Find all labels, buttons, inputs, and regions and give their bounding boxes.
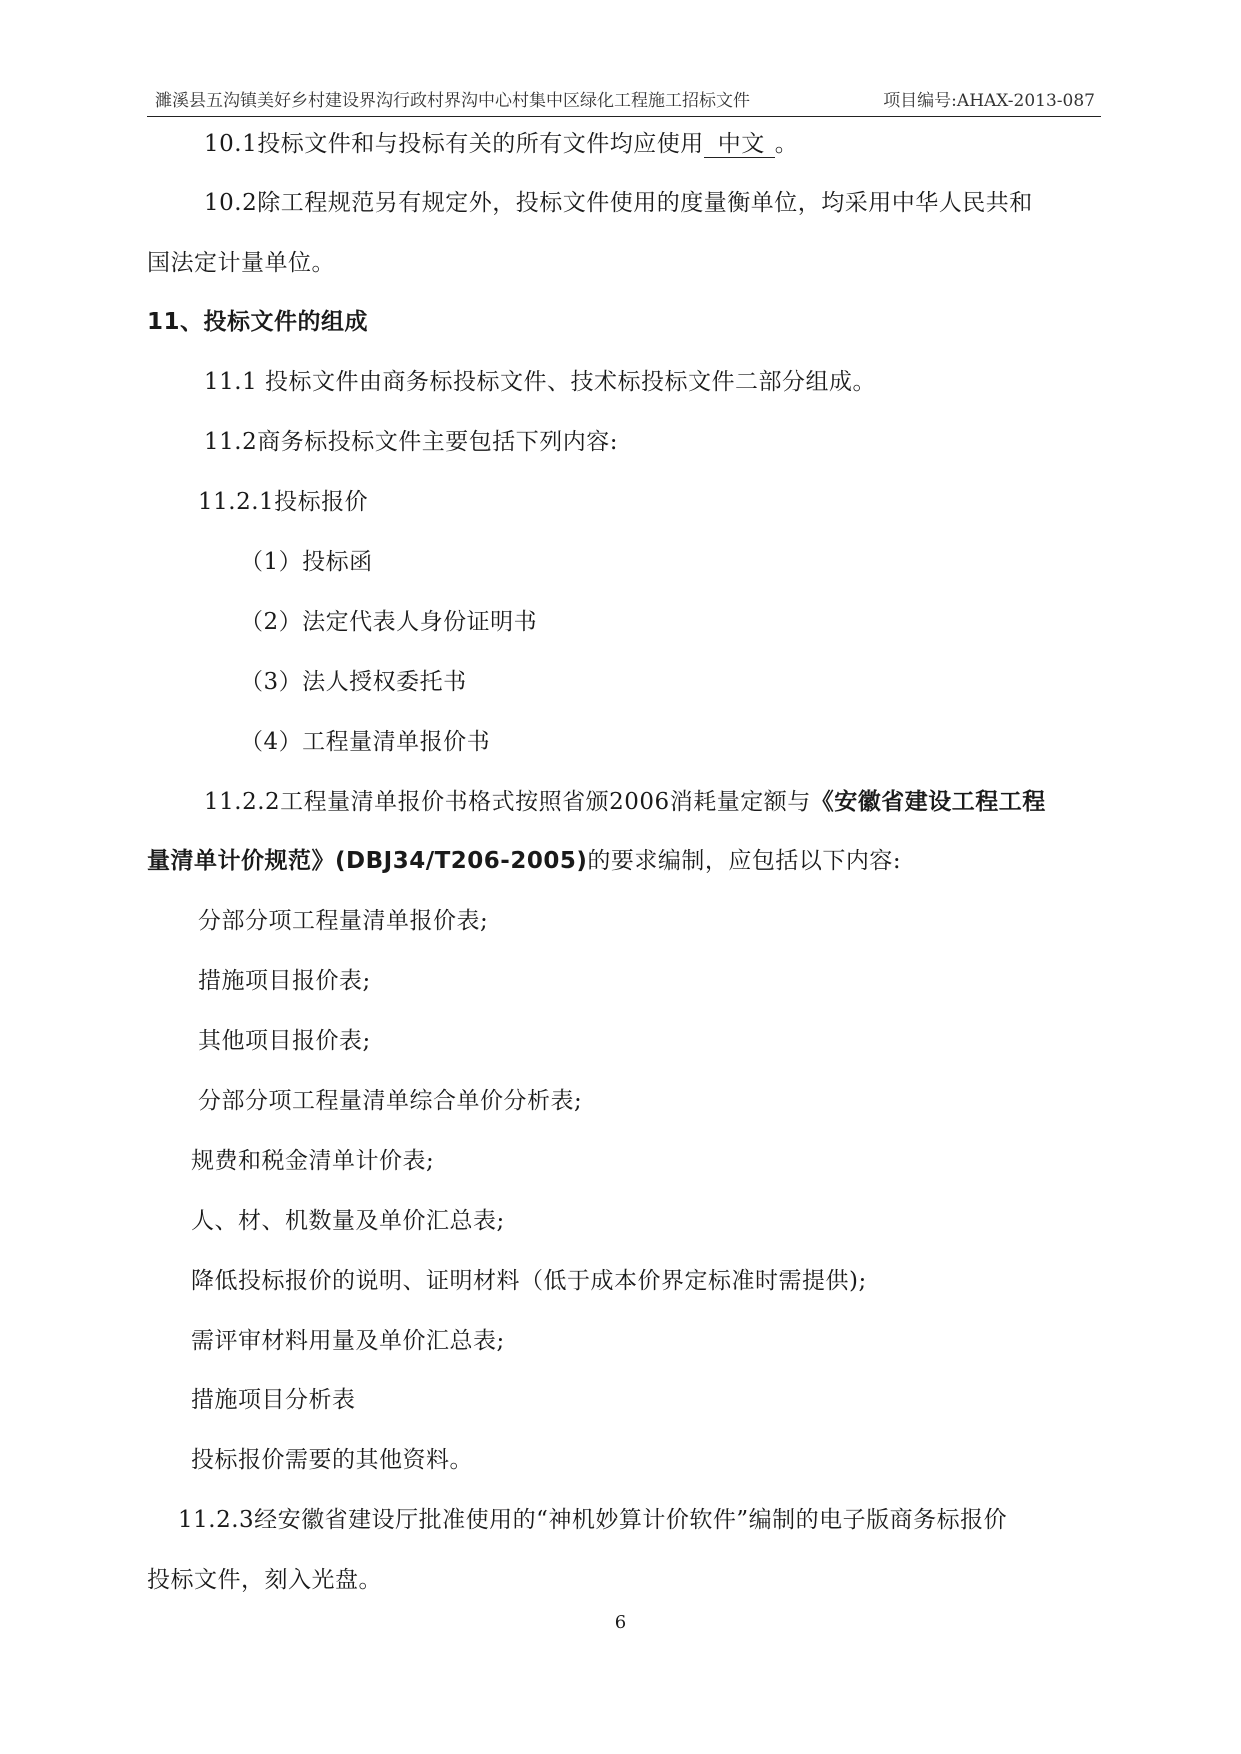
list-item: 分部分项工程量清单报价表; <box>198 908 489 934</box>
list-item: （4）工程量清单报价书 <box>240 729 491 755</box>
para-10-1-end: 。 <box>774 131 799 157</box>
list-item: 需评审材料用量及单价汇总表; <box>191 1328 505 1354</box>
para-10-2-line1: 10.2除工程规范另有规定外，投标文件使用的度量衡单位，均采用中华人民共和 <box>204 190 1033 216</box>
list-item: 其他项目报价表; <box>198 1028 371 1054</box>
para-11-2-2-tail: 的要求编制，应包括以下内容: <box>587 848 902 874</box>
para-10-1-text: 10.1投标文件和与投标有关的所有文件均应使用 <box>204 131 704 157</box>
para-10-2-line2: 国法定计量单位。 <box>147 250 335 276</box>
header-title: 濉溪县五沟镇美好乡村建设界沟行政村界沟中心村集中区绿化工程施工招标文件 <box>155 91 750 111</box>
para-11-2-2-line1 <box>204 786 1046 818</box>
list-item: 措施项目分析表 <box>191 1387 356 1413</box>
para-11-2-1: 11.2.1投标报价 <box>198 489 369 515</box>
para-11-1: 11.1 投标文件由商务标投标文件、技术标投标文件二部分组成。 <box>204 369 877 395</box>
underlined-language: 中文 <box>704 131 775 158</box>
list-item: 分部分项工程量清单综合单价分析表; <box>198 1088 583 1114</box>
page-number: 6 <box>614 1612 627 1633</box>
para-10-1 <box>204 128 798 160</box>
page-header <box>147 86 1101 117</box>
list-item: 投标报价需要的其他资料。 <box>191 1447 473 1473</box>
section-heading-11: 11、投标文件的组成 <box>147 309 369 335</box>
list-item: 措施项目报价表; <box>198 968 371 994</box>
list-item: 人、材、机数量及单价汇总表; <box>191 1208 505 1234</box>
para-11-2-2-text: 11.2.2工程量清单报价书格式按照省颁2006消耗量定额与 <box>204 789 811 815</box>
list-item: （2）法定代表人身份证明书 <box>240 609 538 635</box>
list-item: （1）投标函 <box>240 549 373 575</box>
regulation-title-start: 《安徽省建设工程工程 <box>810 789 1046 815</box>
para-11-2-3-line1: 11.2.3经安徽省建设厅批准使用的“神机妙算计价软件”编制的电子版商务标报价 <box>178 1507 1008 1533</box>
list-item: 降低投标报价的说明、证明材料（低于成本价界定标准时需提供); <box>191 1268 867 1294</box>
para-11-2-3-line2: 投标文件，刻入光盘。 <box>147 1567 382 1593</box>
list-item: （3）法人授权委托书 <box>240 669 467 695</box>
regulation-title-end: 量清单计价规范》(DBJ34/T206-2005) <box>147 848 588 874</box>
list-item: 规费和税金清单计价表; <box>191 1148 435 1174</box>
para-11-2-2-line2 <box>147 845 901 877</box>
para-11-2: 11.2商务标投标文件主要包括下列内容: <box>204 429 618 455</box>
header-project-number: 项目编号:AHAX-2013-087 <box>883 91 1095 111</box>
